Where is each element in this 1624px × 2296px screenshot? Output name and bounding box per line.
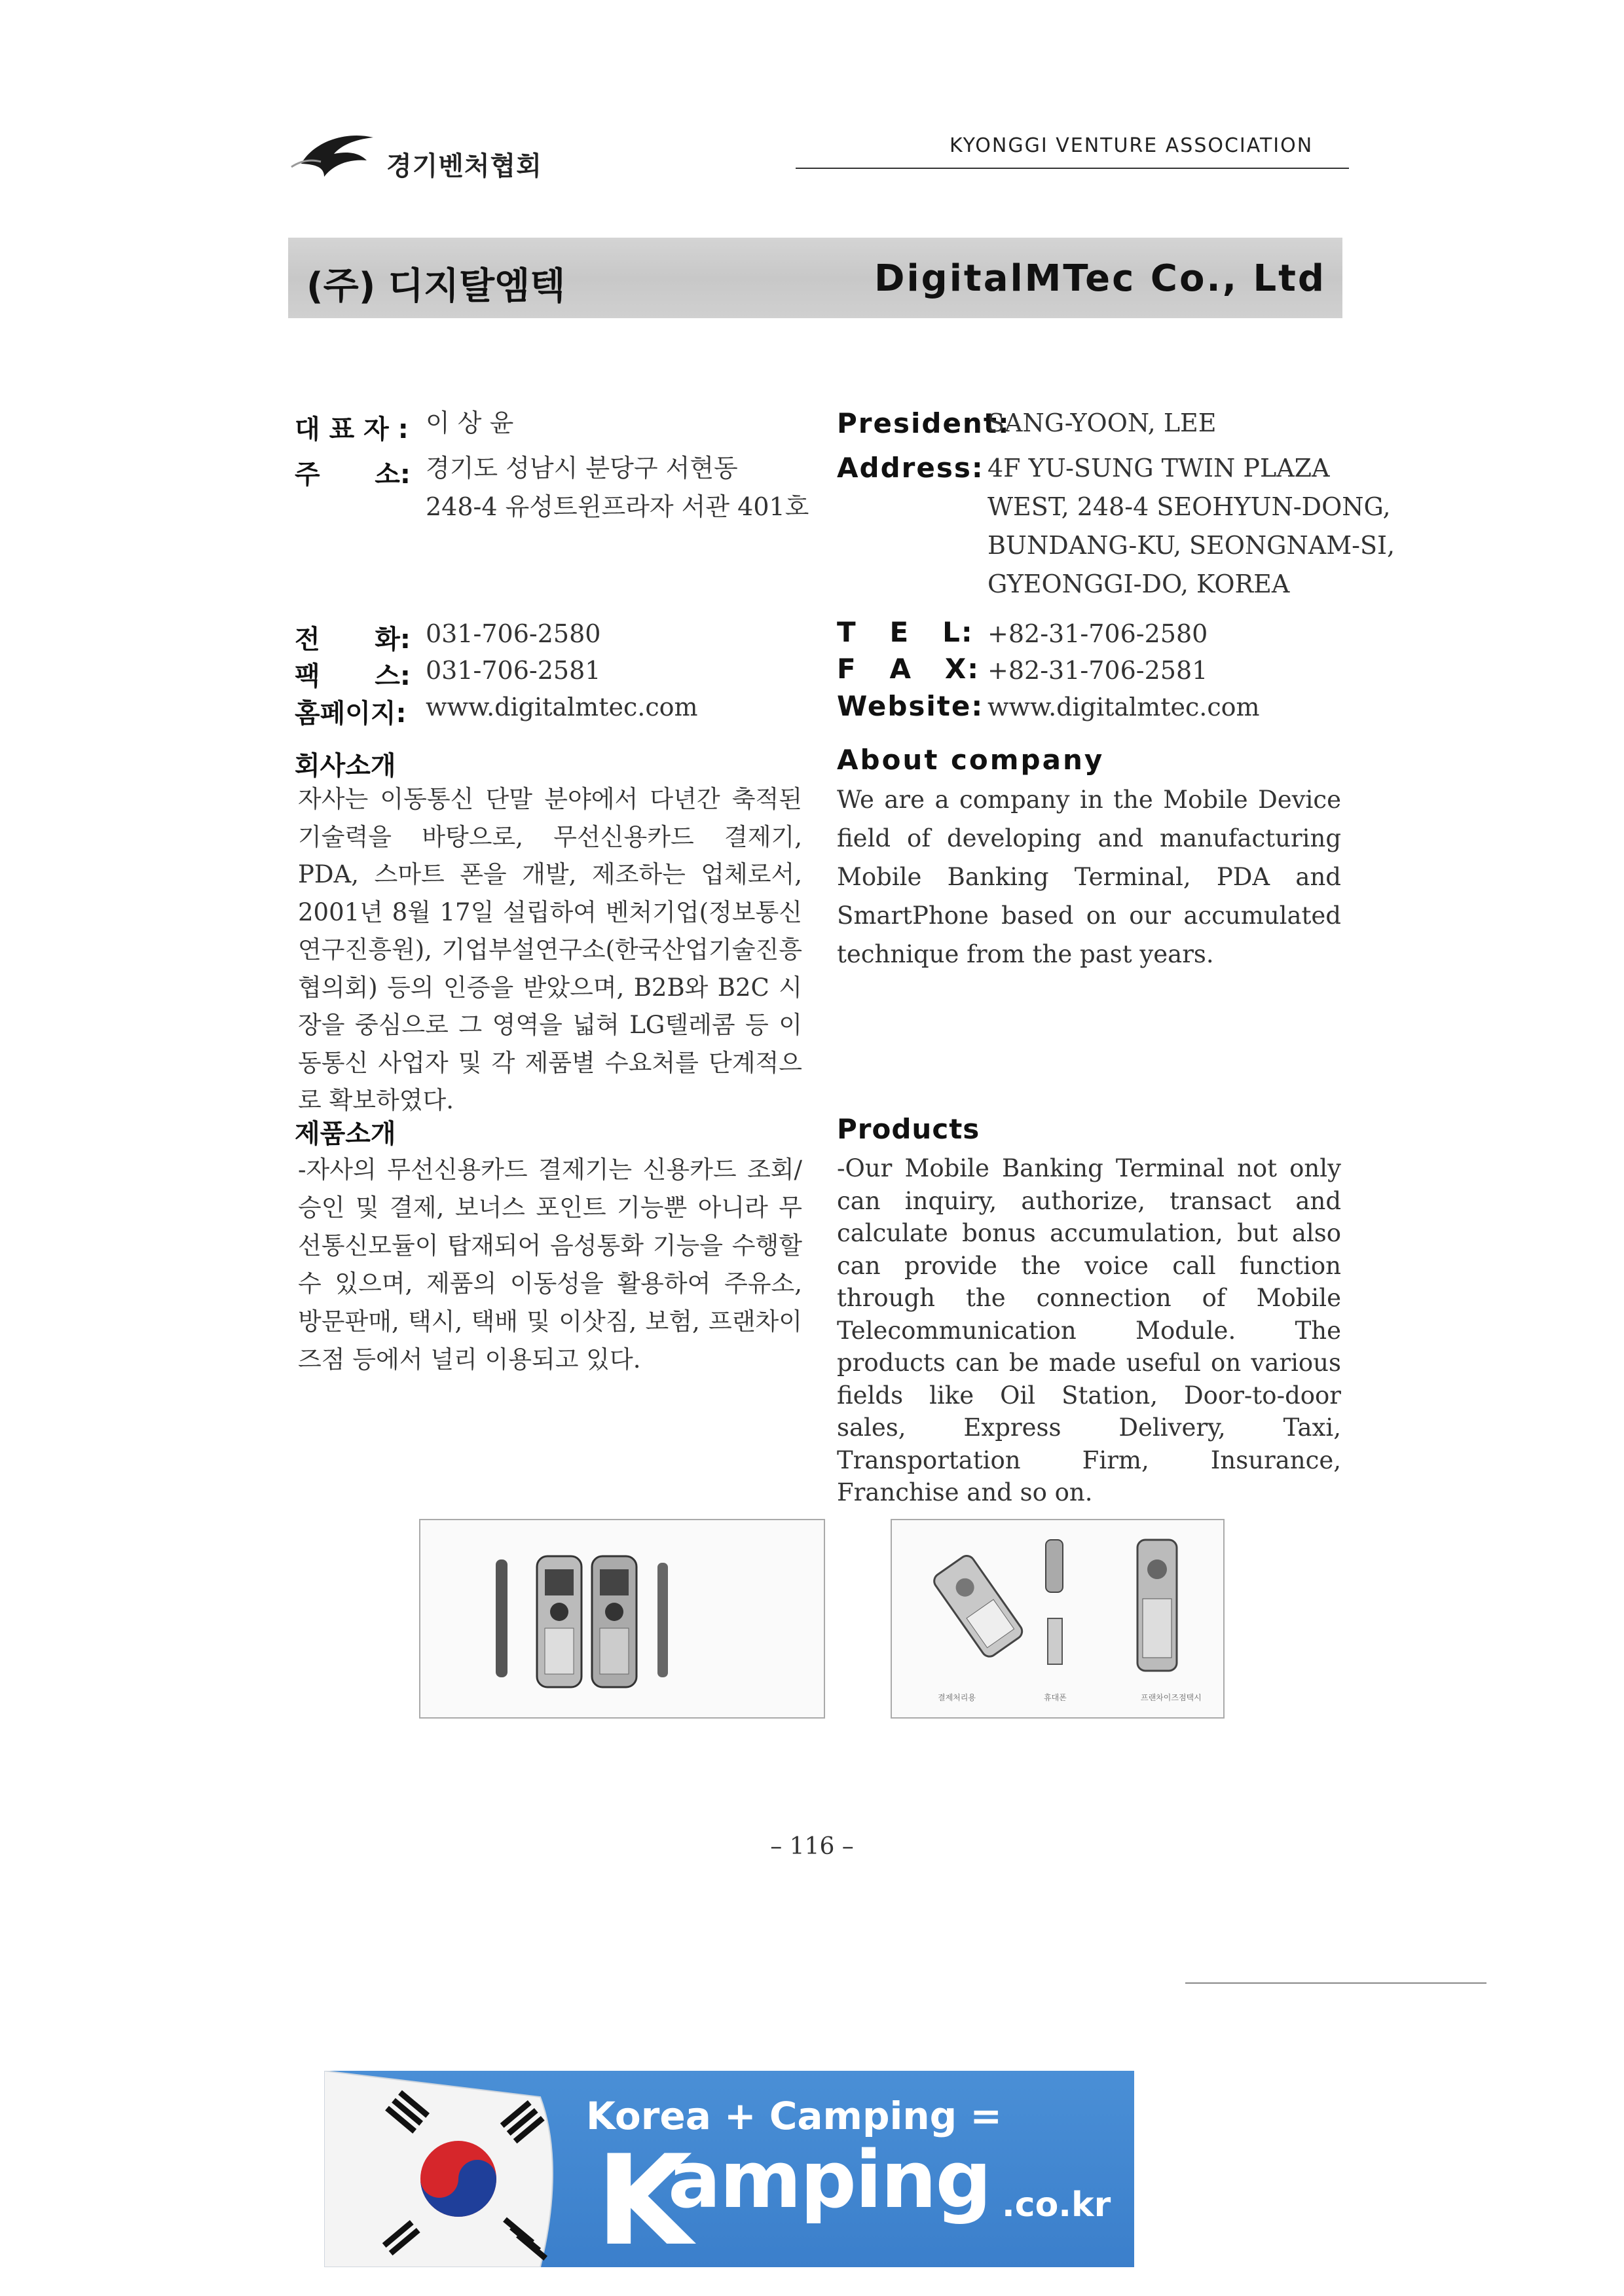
address-line1-kr: 경기도 성남시 분당구 서현동	[426, 454, 738, 483]
banner-slogan: Korea + Camping =	[586, 2094, 1002, 2138]
president-label: President:	[837, 407, 1010, 439]
products-text-kr: -자사의 무선신용카드 결제기는 신용카드 조회/승인 및 결제, 보너스 포인트 기능뿐 아니라 무선통신모듈이 탑재되어 음성통화 기능을 수행할 수 있으며, 제품의 이동성을 활용하여 주유소, 방문판매, 택시, 택배 및 이삿짐, 보험, 프랜차이즈점 등에서 널리 이용되고 있다.	[298, 1156, 802, 1374]
photo-caption: 프랜차이즈점택시	[1141, 1693, 1202, 1702]
products-heading-en: Products	[837, 1113, 980, 1145]
fax-value-kr: 031-706-2581	[426, 656, 601, 685]
address-line1-en: 4F YU-SUNG TWIN PLAZA	[987, 454, 1330, 483]
phones-illustration	[420, 1520, 825, 1719]
address-line4-en: GYEONGGI-DO, KOREA	[987, 570, 1290, 598]
about-text-kr: 자사는 이동통신 단말 분야에서 다년간 축적된 기술력을 바탕으로, 무선신용카드 결제기, PDA, 스마트 폰을 개발, 제조하는 업체로서, 2001년 8월 17일 설립하여 벤처기업(정보통신연구진흥원), 기업부설연구소(한국산업기술진흥협의회) 등의 인증을 받았으며, B2B와 B2C 시장을 중심으로 그 영역을 넓혀 LG텔레콤 등 이동통신 사업자 및 각 제품별 수요처를 단계적으로 확보하였다.	[298, 785, 802, 1114]
website-label-en: Website:	[837, 690, 984, 722]
address-line3-en: BUNDANG-KU, SEONGNAM-SI,	[987, 531, 1395, 560]
address-line2-en: WEST, 248-4 SEOHYUN-DONG,	[987, 492, 1391, 521]
about-heading-kr: 회사소개	[295, 751, 396, 781]
bottom-rule	[1185, 1982, 1486, 1984]
logo-text: 경기벤처협회	[386, 151, 542, 181]
terminals-illustration	[892, 1520, 1225, 1719]
fax-value-en: +82-31-706-2581	[987, 656, 1208, 685]
page-number: – 116 –	[770, 1833, 854, 1860]
banner-word: amping	[668, 2135, 991, 2226]
address-line2-kr: 248-4 유성트윈프라자 서관 401호	[426, 492, 809, 521]
header-rule	[796, 168, 1349, 169]
ceo-value: 이 상 윤	[426, 409, 514, 437]
website-value-en[interactable]: www.digitalmtec.com	[987, 693, 1260, 721]
kamping-banner[interactable]	[324, 2071, 1134, 2267]
association-logo-icon	[288, 128, 380, 180]
phone-label-kr: 전 화:	[295, 625, 411, 655]
tel-label-en: T E L:	[837, 616, 974, 648]
address-label-en: Address:	[837, 452, 984, 484]
president-value: SANG-YOON, LEE	[987, 409, 1217, 437]
address-label-kr: 주 소:	[295, 460, 411, 490]
fax-label-kr: 팩 스:	[295, 661, 411, 691]
association-name: KYONGGI VENTURE ASSOCIATION	[950, 134, 1314, 157]
products-text-en: -Our Mobile Banking Terminal not only can inquiry, authorize, transact and calculate bonus accumulation, but also can provide the voice call function through the connection of Mobile Telecommunication Module. The products can be made useful on various fields like Oil Station, Door-to-door sales, Express Delivery, Taxi, Transportation Firm, Insurance, Franchise and so on.	[837, 1154, 1341, 1506]
photo-caption: 결제처리용	[938, 1693, 976, 1702]
products-heading-kr: 제품소개	[295, 1119, 396, 1149]
product-photo-phones	[419, 1519, 825, 1719]
ceo-label: 대 표 자 :	[295, 414, 409, 445]
phone-value-kr: 031-706-2580	[426, 619, 601, 648]
company-title-korean: (주) 디지탈엠텍	[306, 265, 566, 308]
product-photo-terminals	[891, 1519, 1225, 1719]
korean-flag-icon	[324, 2071, 586, 2267]
homepage-value-kr[interactable]: www.digitalmtec.com	[426, 693, 698, 721]
photo-caption: 휴대폰	[1044, 1693, 1067, 1702]
banner-domain: .co.kr	[1002, 2185, 1111, 2225]
tel-value-en: +82-31-706-2580	[987, 619, 1208, 648]
banner-big-k: K	[596, 2128, 693, 2267]
about-heading-en: About company	[837, 744, 1105, 776]
company-title-english: DigitalMTec Co., Ltd	[874, 257, 1326, 300]
about-text-en: We are a company in the Mobile Device field of developing and manufacturing Mobile Banking Terminal, PDA and SmartPhone based on our accumulated technique from the past years.	[837, 786, 1341, 968]
fax-label-en: F A X:	[837, 653, 980, 685]
homepage-label-kr: 홈페이지:	[295, 699, 407, 729]
